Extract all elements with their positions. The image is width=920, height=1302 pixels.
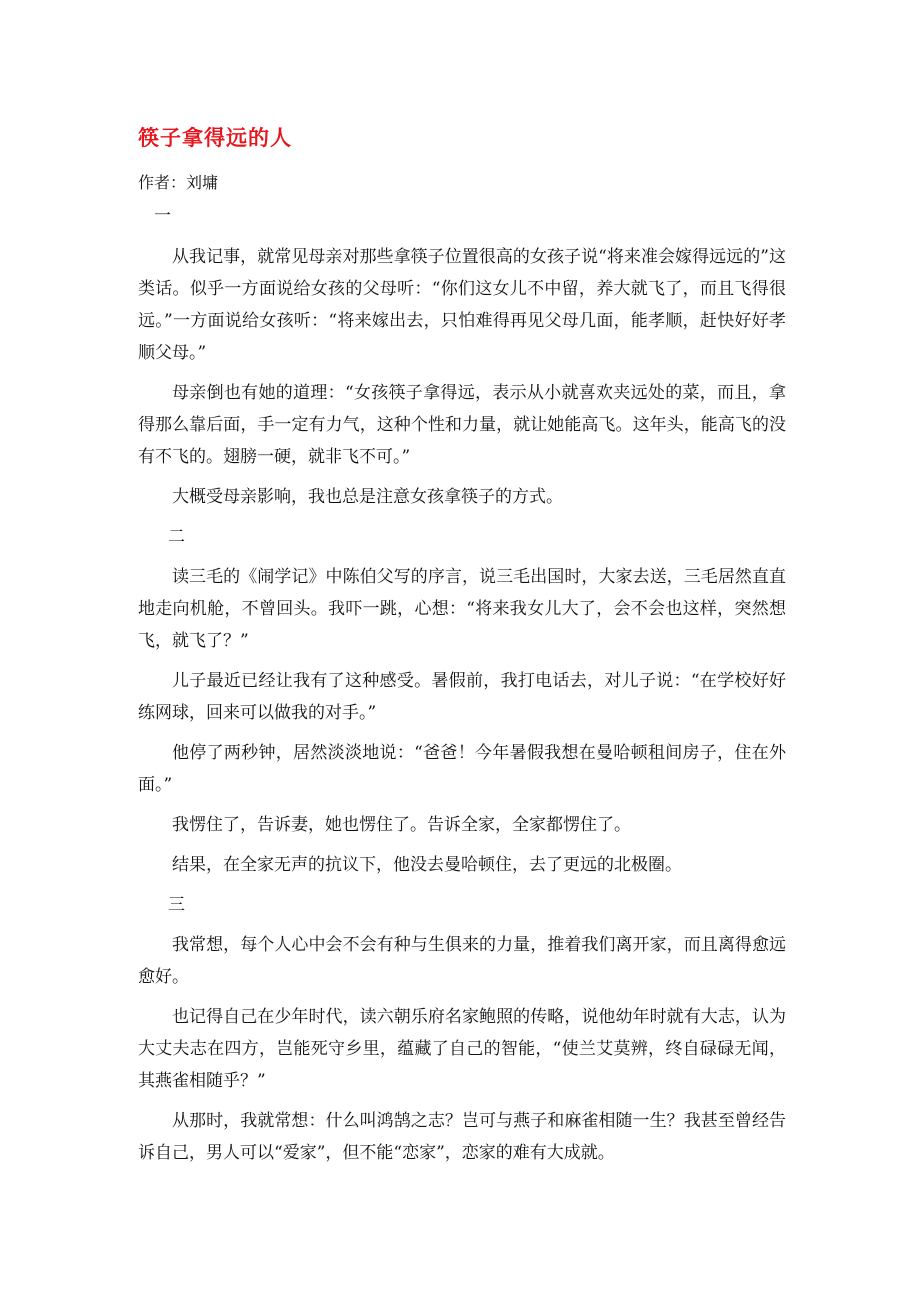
paragraph: 从我记事，就常见母亲对那些拿筷子位置很高的女孩子说“将来准会嫁得远远的”这类话。似乎一方面说给女孩的父母听：“你们这女儿不中留，养大就飞了，而且飞得很远。”一方面说给女孩听：“将来嫁出去，只怕难得再见父母几面，能孝顺，赶快好好孝顺父母。”	[138, 247, 786, 363]
paragraph: 大概受母亲影响，我也总是注意女孩拿筷子的方式。	[172, 487, 563, 507]
article-body	[138, 200, 786, 1177]
article-title: 筷子拿得远的人	[138, 126, 292, 150]
paragraph: 母亲倒也有她的道理：“女孩筷子拿得远，表示从小就喜欢夹远处的菜，而且，拿得那么靠后面，手一定有力气，这种个性和力量，就让她能高飞。这年头，能高飞的没有不飞的。翅膀一硬，就非飞不可。”	[138, 383, 786, 467]
paragraph: 也记得自己在少年时代，读六朝乐府名家鲍照的传略，说他幼年时就有大志，认为大丈夫志在四方，岂能死守乡里，蕴藏了自己的智能，“使兰艾莫辨，终自碌碌无闻，其燕雀相随乎？”	[138, 1007, 786, 1091]
paragraph: 我愣住了，告诉妻，她也愣住了。告诉全家，全家都愣住了。	[172, 815, 631, 835]
paragraph: 他停了两秒钟，居然淡淡地说：“爸爸！今年暑假我想在曼哈顿租间房子，住在外面。”	[138, 743, 786, 795]
paragraph: 从那时，我就常想：什么叫鸿鹄之志？岂可与燕子和麻雀相随一生？我甚至曾经告诉自己，男人可以“爱家”，但不能“恋家”，恋家的难有大成就。	[138, 1111, 786, 1163]
paragraph: 结果，在全家无声的抗议下，他没去曼哈顿住，去了更远的北极圈。	[172, 855, 682, 875]
section-heading-3: 三	[168, 895, 185, 915]
paragraph: 我常想，每个人心中会不会有种与生俱来的力量，推着我们离开家，而且离得愈远愈好。	[138, 935, 786, 987]
paragraph: 儿子最近已经让我有了这种感受。暑假前，我打电话去，对儿子说：“在学校好好练网球，回来可以做我的对手。”	[138, 671, 786, 723]
paragraph: 读三毛的《闹学记》中陈伯父写的序言，说三毛出国时，大家去送，三毛居然直直地走向机舱，不曾回头。我吓一跳，心想：“将来我女儿大了，会不会也这样，突然想飞，就飞了？”	[138, 567, 786, 651]
article-author: 作者：刘墉	[138, 173, 219, 192]
section-heading-2: 二	[168, 527, 185, 547]
section-heading-1: 一	[154, 206, 171, 226]
